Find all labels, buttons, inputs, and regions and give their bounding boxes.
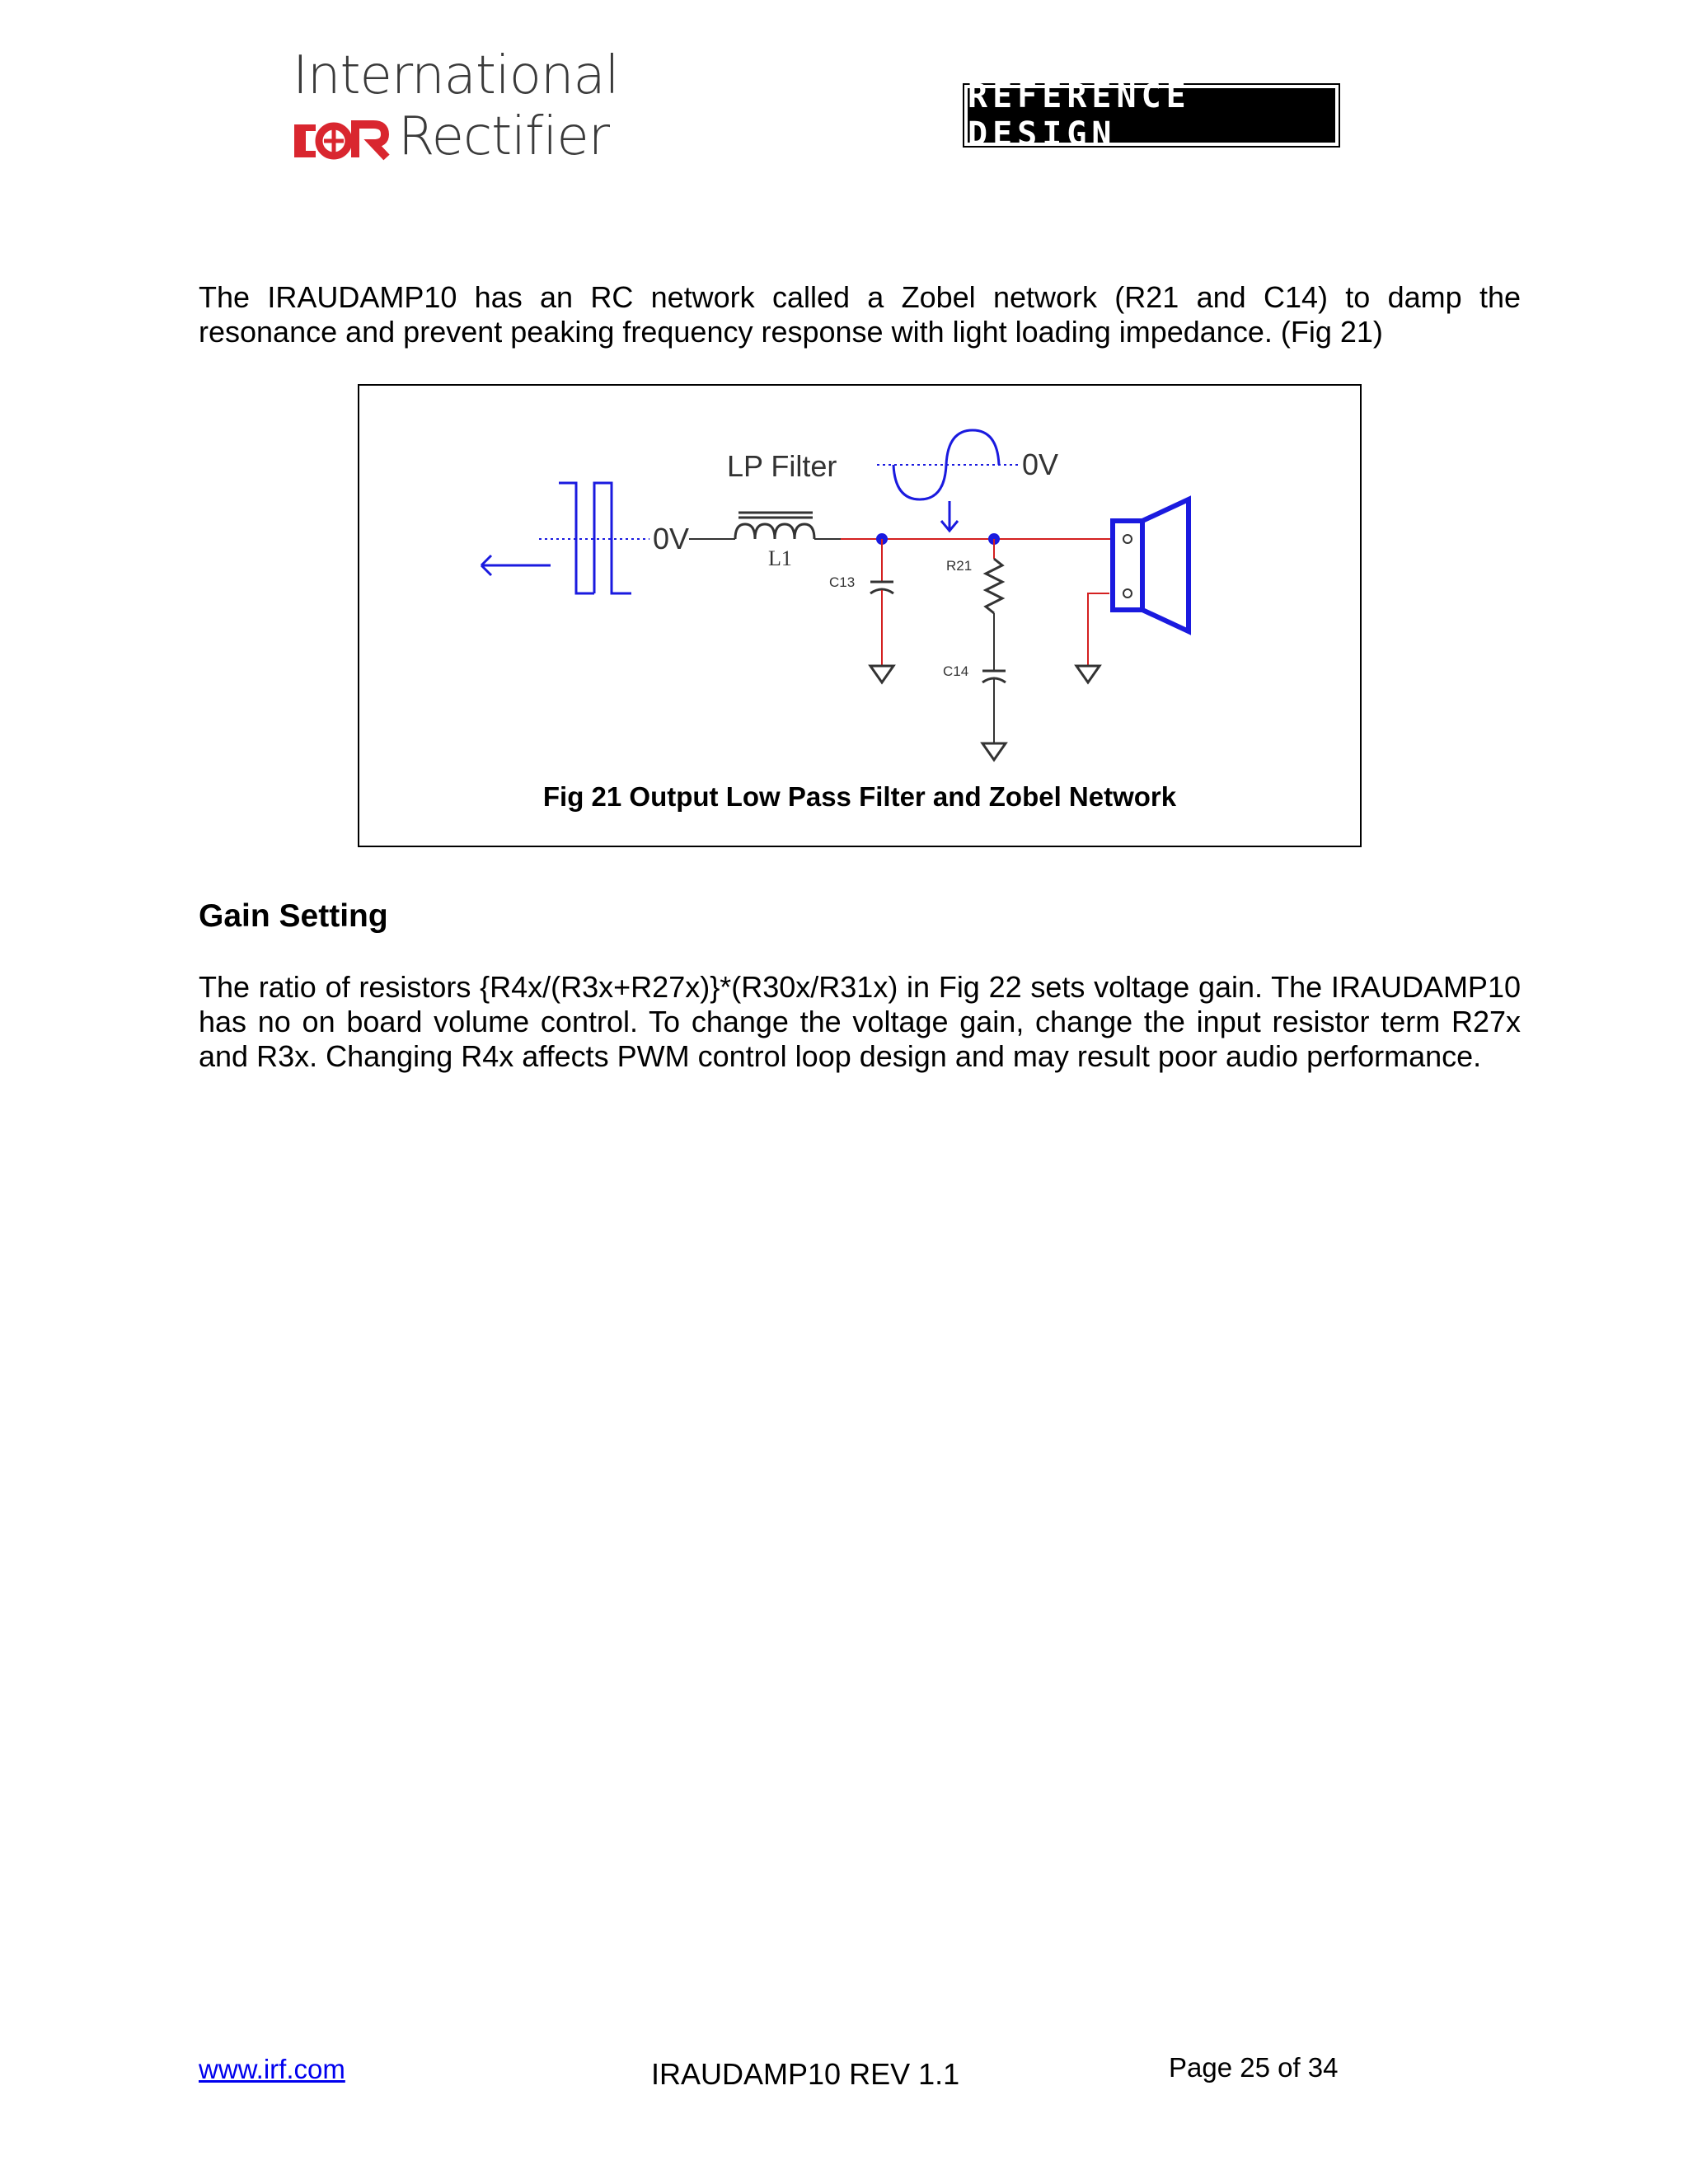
resistor-r21 <box>986 559 1002 613</box>
intro-paragraph: The IRAUDAMP10 has an RC network called a Zobel network (R21 and C14) to damp the resonance and prevent peaking frequency response with light loading impedance. (Fig 21) <box>199 280 1521 349</box>
footer-document-id: IRAUDAMP10 REV 1.1 <box>651 2057 960 2091</box>
lp-filter-label: LP Filter <box>727 449 837 483</box>
company-logo <box>293 45 619 169</box>
section-heading-gain-setting: Gain Setting <box>199 898 388 934</box>
schematic-diagram <box>359 386 1363 849</box>
r21-label: R21 <box>946 558 973 574</box>
down-arrow-icon <box>941 501 958 531</box>
logo-text-rectifier: Rectifier <box>398 106 610 167</box>
reference-design-badge <box>963 77 1340 153</box>
inductor-label: L1 <box>768 546 792 570</box>
zero-volt-label-left: 0V <box>653 522 690 555</box>
speaker-icon <box>1113 499 1189 631</box>
c14-label: C14 <box>943 663 969 679</box>
ground-icon-c14 <box>982 743 1006 760</box>
inductor-l1 <box>735 513 814 539</box>
reference-design-label: REFERENCE DESIGN <box>968 88 1335 143</box>
figure-21 <box>358 384 1362 847</box>
zero-volt-label-right: 0V <box>1022 448 1059 481</box>
ground-icon-speaker <box>1076 666 1100 682</box>
footer-website-link[interactable]: www.irf.com <box>199 2054 345 2084</box>
figure-caption: Fig 21 Output Low Pass Filter and Zobel Network <box>542 781 1177 812</box>
c13-label: C13 <box>829 574 856 590</box>
speaker-return-wire <box>1088 593 1109 666</box>
gain-paragraph: The ratio of resistors {R4x/(R3x+R27x)}*(R30x/R31x) in Fig 22 sets voltage gain. The IRAUDAMP10 has no on board volume control. To change the voltage gain, change the input resistor term R27x and R3x. Changing R4x affects PWM control loop design and may result poor audio performance. <box>199 970 1521 1073</box>
ior-logo-mark <box>294 118 393 164</box>
footer-page-number: Page 25 of 34 <box>1169 2052 1339 2083</box>
ground-icon-c13 <box>870 666 893 682</box>
logo-text-international: International <box>293 45 619 106</box>
